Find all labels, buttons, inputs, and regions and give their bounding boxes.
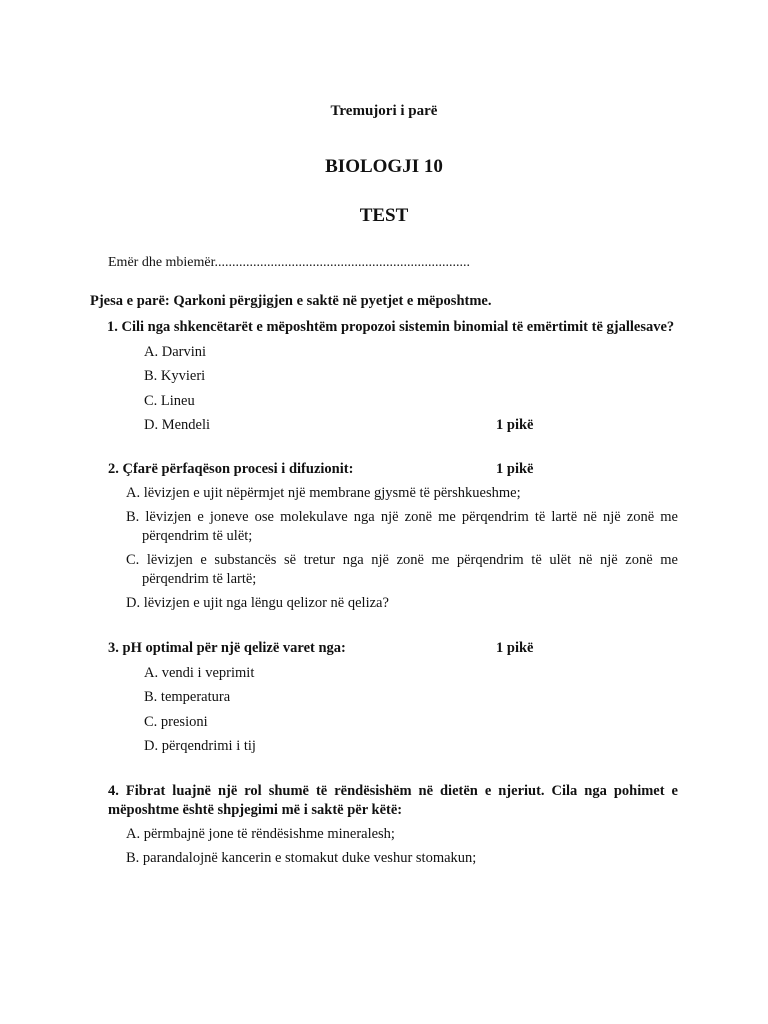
subject-title: BIOLOGJI 10: [325, 156, 443, 177]
question-3: [90, 639, 678, 756]
question-2-options: [90, 484, 678, 613]
question-4-option-a[interactable]: A. përmbajnë jone të rëndësishme mineralesh;: [126, 826, 395, 842]
question-4-options: [90, 825, 678, 868]
question-3-options: [90, 664, 678, 757]
question-1-option-a[interactable]: A. Darvini: [144, 343, 207, 360]
term-subtitle: Tremujori i parë: [330, 103, 438, 119]
question-2-option-b[interactable]: B. lëvizjen e joneve ose molekulave nga një zonë me përqendrim të lartë në një zonë me përqendrim të ulët;: [126, 509, 678, 544]
question-1-option-d[interactable]: D. Mendeli 1 pikë: [144, 417, 534, 433]
test-heading: TEST: [359, 205, 409, 226]
question-2: [90, 460, 678, 613]
question-2-points: 1 pikë: [496, 461, 534, 477]
question-4-text: 4. Fibrat luajnë një rol shumë të rëndësishëm në dietën e njeriut. Cila nga pohimet e mëposhtme është shpjegimi më i saktë për këtë:: [108, 783, 678, 818]
question-1-option-c[interactable]: C. Lineu: [144, 392, 195, 409]
question-2-text: 2. Çfarë përfaqëson procesi i difuzionit:: [108, 461, 354, 477]
name-field[interactable]: Emër dhe mbiemër.........................................................................: [108, 255, 471, 270]
question-3-option-a[interactable]: A. vendi i veprimit: [144, 664, 255, 681]
question-1: [90, 318, 678, 435]
question-2-header: [90, 460, 678, 479]
question-3-header: [90, 639, 678, 658]
question-3-option-b[interactable]: B. temperatura: [144, 689, 231, 705]
question-2-option-a[interactable]: A. lëvizjen e ujit nëpërmjet një membrane gjysmë të përshkueshme;: [126, 485, 521, 501]
question-1-options: [90, 343, 678, 436]
question-3-option-c[interactable]: C. presioni: [144, 713, 208, 730]
question-4-option-b[interactable]: B. parandalojnë kancerin e stomakut duke veshur stomakun;: [126, 850, 477, 866]
questions-section: [90, 292, 678, 868]
question-2-option-c[interactable]: C. lëvizjen e substancës së tretur nga një zonë me përqendrim të ulët në një zonë me përqendrim të lartë;: [126, 552, 678, 587]
question-1-points: 1 pikë: [496, 417, 534, 433]
part-heading: Pjesa e parë: Qarkoni përgjigjen e saktë në pyetjet e mëposhtme.: [90, 293, 492, 309]
question-1-option-b[interactable]: B. Kyvieri: [144, 368, 206, 384]
question-1-text: 1. Cili nga shkencëtarët e mëposhtëm propozoi sistemin binomial të emërtimit të gjallesave?: [107, 319, 675, 335]
question-3-option-d[interactable]: D. përqendrimi i tij: [144, 738, 256, 754]
question-3-text: 3. pH optimal për një qelizë varet nga:: [108, 640, 346, 656]
question-3-points: 1 pikë: [496, 640, 534, 656]
question-2-option-d[interactable]: D. lëvizjen e ujit nga lëngu qelizor në qeliza?: [126, 595, 389, 611]
question-4: [90, 782, 678, 868]
